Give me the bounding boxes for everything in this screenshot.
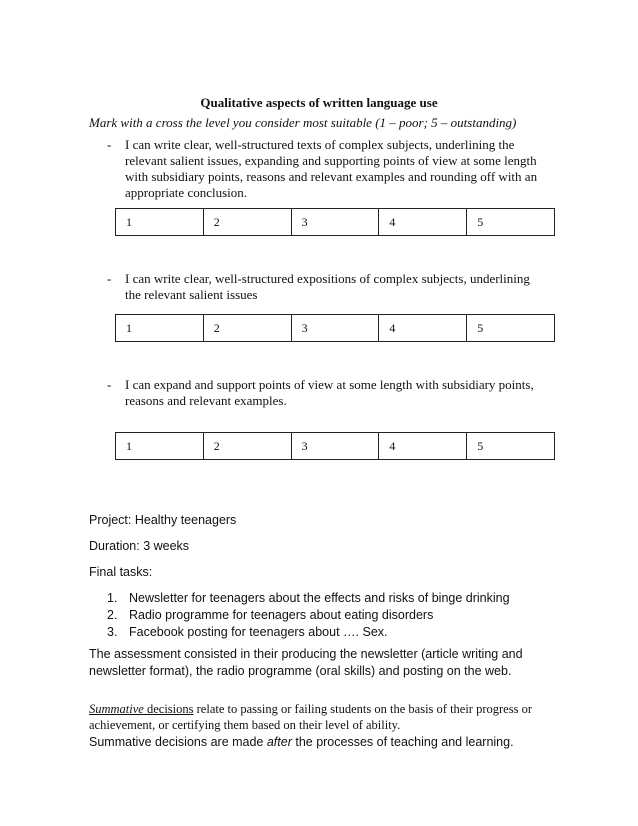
summative-paragraph <box>89 701 549 733</box>
final-sentence-before: Summative decisions are made <box>89 735 267 749</box>
final-sentence <box>89 735 514 749</box>
rating-cell-1[interactable]: 1 <box>116 433 204 460</box>
rating-cell-2[interactable]: 2 <box>203 315 291 342</box>
rating-scale-3 <box>115 432 555 460</box>
page-title: Qualitative aspects of written language use <box>200 95 438 110</box>
instruction-text: Mark with a cross the level you consider most suitable (1 – poor; 5 – outstanding) <box>89 115 517 130</box>
rating-cell-3[interactable]: 3 <box>291 433 379 460</box>
final-tasks-label: Final tasks: <box>89 565 153 579</box>
list-dash: - <box>107 377 112 392</box>
final-sentence-emphasis: after <box>266 735 292 749</box>
rating-cell-5[interactable]: 5 <box>467 433 555 460</box>
assessment-paragraph: The assessment consisted in their producing the newsletter (article writing and newsletter format), the radio programme (oral skills) and posting on the web. <box>89 647 523 678</box>
criterion-text: I can write clear, well-structured expositions of complex subjects, underlining the relevant salient issues <box>125 271 530 302</box>
duration-text: Duration: 3 weeks <box>89 539 190 553</box>
rating-scale-2 <box>115 314 555 342</box>
summative-term-rest: decisions <box>143 702 194 716</box>
rating-cell-2[interactable]: 2 <box>203 209 291 236</box>
project-title: Project: Healthy teenagers <box>89 513 237 527</box>
summative-term <box>89 702 194 716</box>
criterion-text: I can expand and support points of view at some length with subsidiary points, reasons and relevant examples. <box>125 377 534 408</box>
list-item <box>107 624 510 641</box>
summative-term-italic: Summative <box>89 702 144 716</box>
rating-scale-1 <box>115 208 555 236</box>
task-text: Radio programme for teenagers about eating disorders <box>129 608 434 622</box>
final-sentence-after: the processes of teaching and learning. <box>291 735 514 749</box>
rating-cell-4[interactable]: 4 <box>379 209 467 236</box>
rating-cell-2[interactable]: 2 <box>203 433 291 460</box>
list-dash: - <box>107 137 112 152</box>
criterion-3 <box>107 377 547 409</box>
list-number: 1. <box>107 591 118 605</box>
rating-cell-4[interactable]: 4 <box>379 433 467 460</box>
task-text: Newsletter for teenagers about the effects and risks of binge drinking <box>129 591 510 605</box>
rating-cell-3[interactable]: 3 <box>291 209 379 236</box>
rating-cell-3[interactable]: 3 <box>291 315 379 342</box>
criterion-text: I can write clear, well-structured texts of complex subjects, underlining the relevant salient issues, expanding and supporting points of view at some length with subsidiary points, reasons and relevant examples and rounding off with an appropriate conclusion. <box>125 137 538 200</box>
task-text: Facebook posting for teenagers about …. Sex. <box>129 625 388 639</box>
list-number: 2. <box>107 608 118 622</box>
list-item <box>107 590 510 607</box>
list-dash: - <box>107 271 112 286</box>
rating-cell-5[interactable]: 5 <box>467 209 555 236</box>
rating-cell-4[interactable]: 4 <box>379 315 467 342</box>
final-tasks-list <box>107 590 510 641</box>
list-number: 3. <box>107 625 118 639</box>
rating-cell-1[interactable]: 1 <box>116 209 204 236</box>
criterion-1 <box>107 137 547 201</box>
rating-cell-5[interactable]: 5 <box>467 315 555 342</box>
summative-rest: relate to passing or failing students on the basis of their progress or achievement, or certifying them based on their level of ability. <box>89 702 532 732</box>
criterion-2 <box>107 271 547 303</box>
rating-cell-1[interactable]: 1 <box>116 315 204 342</box>
list-item <box>107 607 510 624</box>
